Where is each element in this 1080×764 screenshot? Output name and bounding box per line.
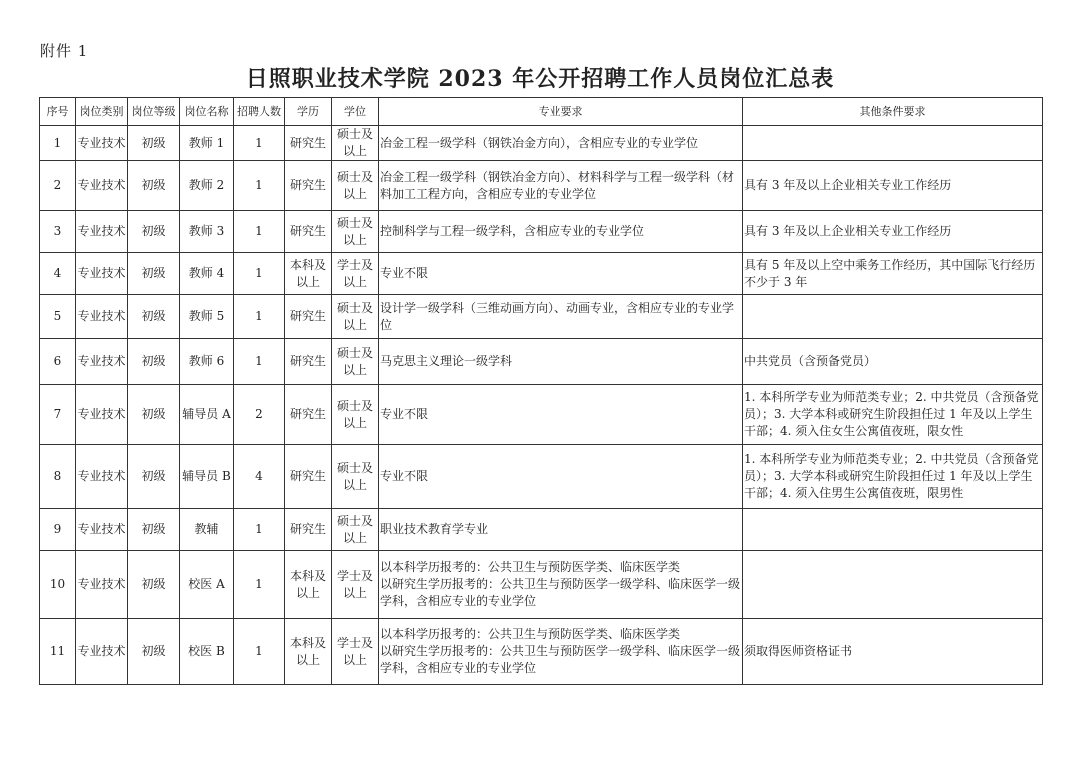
degree-requirement: 硕士及以上 (332, 385, 379, 445)
position-name: 教师 5 (180, 295, 234, 339)
hiring-count: 1 (234, 509, 285, 551)
column-header: 序号 (40, 98, 76, 126)
position-category: 专业技术 (76, 551, 128, 619)
major-requirement: 马克思主义理论一级学科 (379, 339, 743, 385)
major-requirement: 以本科学历报考的：公共卫生与预防医学类、临床医学类 以研究生学历报考的：公共卫生与预防医学一级学科、临床医学一级学科，含相应专业的专业学位 (379, 551, 743, 619)
position-level: 初级 (128, 445, 180, 509)
column-header: 岗位名称 (180, 98, 234, 126)
positions-table (39, 97, 1043, 685)
education-requirement: 研究生 (285, 385, 332, 445)
degree-requirement: 硕士及以上 (332, 445, 379, 509)
position-level: 初级 (128, 385, 180, 445)
hiring-count: 1 (234, 295, 285, 339)
degree-requirement: 硕士及以上 (332, 339, 379, 385)
education-requirement: 研究生 (285, 211, 332, 253)
other-requirements: 须取得医师资格证书 (743, 619, 1043, 685)
education-requirement: 研究生 (285, 161, 332, 211)
hiring-count: 1 (234, 126, 285, 161)
hiring-count: 1 (234, 619, 285, 685)
row-number: 3 (40, 211, 76, 253)
position-level: 初级 (128, 509, 180, 551)
major-requirement: 以本科学历报考的：公共卫生与预防医学类、临床医学类 以研究生学历报考的：公共卫生与预防医学一级学科、临床医学一级学科，含相应专业的专业学位 (379, 619, 743, 685)
degree-requirement: 硕士及以上 (332, 161, 379, 211)
position-category: 专业技术 (76, 385, 128, 445)
major-requirement: 控制科学与工程一级学科，含相应专业的专业学位 (379, 211, 743, 253)
column-header: 学位 (332, 98, 379, 126)
column-header: 岗位类别 (76, 98, 128, 126)
education-requirement: 本科及以上 (285, 551, 332, 619)
position-level: 初级 (128, 126, 180, 161)
other-requirements: 具有 5 年及以上空中乘务工作经历，其中国际飞行经历不少于 3 年 (743, 253, 1043, 295)
degree-requirement: 硕士及以上 (332, 211, 379, 253)
position-name: 教辅 (180, 509, 234, 551)
position-category: 专业技术 (76, 295, 128, 339)
other-requirements (743, 551, 1043, 619)
degree-requirement: 学士及以上 (332, 253, 379, 295)
position-name: 教师 1 (180, 126, 234, 161)
other-requirements: 具有 3 年及以上企业相关专业工作经历 (743, 211, 1043, 253)
hiring-count: 1 (234, 211, 285, 253)
position-level: 初级 (128, 161, 180, 211)
position-name: 辅导员 B (180, 445, 234, 509)
major-requirement: 冶金工程一级学科（钢铁冶金方向），含相应专业的专业学位 (379, 126, 743, 161)
row-number: 10 (40, 551, 76, 619)
hiring-count: 1 (234, 161, 285, 211)
major-requirement: 专业不限 (379, 385, 743, 445)
position-level: 初级 (128, 551, 180, 619)
major-requirement: 专业不限 (379, 253, 743, 295)
table-row (40, 253, 1043, 295)
table-row (40, 211, 1043, 253)
column-header: 专业要求 (379, 98, 743, 126)
position-name: 教师 4 (180, 253, 234, 295)
degree-requirement: 学士及以上 (332, 551, 379, 619)
position-name: 教师 3 (180, 211, 234, 253)
position-name: 教师 2 (180, 161, 234, 211)
other-requirements (743, 295, 1043, 339)
row-number: 11 (40, 619, 76, 685)
major-requirement: 专业不限 (379, 445, 743, 509)
column-header: 其他条件要求 (743, 98, 1043, 126)
table-row (40, 551, 1043, 619)
table-row (40, 385, 1043, 445)
position-level: 初级 (128, 295, 180, 339)
position-category: 专业技术 (76, 339, 128, 385)
column-header: 学历 (285, 98, 332, 126)
major-requirement: 冶金工程一级学科（钢铁冶金方向）、材料科学与工程一级学科（材料加工工程方向，含相应专业的专业学位 (379, 161, 743, 211)
other-requirements: 具有 3 年及以上企业相关专业工作经历 (743, 161, 1043, 211)
row-number: 1 (40, 126, 76, 161)
page-title: 日照职业技术学院 2023 年公开招聘工作人员岗位汇总表 (245, 66, 835, 92)
position-name: 校医 B (180, 619, 234, 685)
row-number: 9 (40, 509, 76, 551)
table-row (40, 445, 1043, 509)
education-requirement: 本科及以上 (285, 619, 332, 685)
table-row (40, 619, 1043, 685)
column-header: 招聘人数 (234, 98, 285, 126)
education-requirement: 研究生 (285, 509, 332, 551)
table-row (40, 161, 1043, 211)
position-category: 专业技术 (76, 619, 128, 685)
hiring-count: 1 (234, 551, 285, 619)
position-name: 辅导员 A (180, 385, 234, 445)
position-level: 初级 (128, 253, 180, 295)
hiring-count: 1 (234, 253, 285, 295)
major-requirement: 职业技术教育学专业 (379, 509, 743, 551)
education-requirement: 研究生 (285, 445, 332, 509)
position-category: 专业技术 (76, 161, 128, 211)
degree-requirement: 硕士及以上 (332, 295, 379, 339)
position-level: 初级 (128, 339, 180, 385)
position-name: 校医 A (180, 551, 234, 619)
position-level: 初级 (128, 619, 180, 685)
table-row (40, 339, 1043, 385)
education-requirement: 研究生 (285, 339, 332, 385)
degree-requirement: 硕士及以上 (332, 126, 379, 161)
row-number: 5 (40, 295, 76, 339)
row-number: 4 (40, 253, 76, 295)
education-requirement: 研究生 (285, 126, 332, 161)
degree-requirement: 学士及以上 (332, 619, 379, 685)
table-row (40, 126, 1043, 161)
column-header: 岗位等级 (128, 98, 180, 126)
position-category: 专业技术 (76, 253, 128, 295)
major-requirement: 设计学一级学科（三维动画方向）、动画专业，含相应专业的专业学位 (379, 295, 743, 339)
position-category: 专业技术 (76, 445, 128, 509)
position-name: 教师 6 (180, 339, 234, 385)
table-header-row (40, 98, 1043, 126)
hiring-count: 1 (234, 339, 285, 385)
row-number: 2 (40, 161, 76, 211)
position-category: 专业技术 (76, 211, 128, 253)
row-number: 8 (40, 445, 76, 509)
row-number: 7 (40, 385, 76, 445)
table-row (40, 295, 1043, 339)
other-requirements: 1. 本科所学专业为师范类专业；2. 中共党员（含预备党员）；3. 大学本科或研究生阶段担任过 1 年及以上学生干部；4. 须入住女生公寓值夜班，限女性 (743, 385, 1043, 445)
education-requirement: 本科及以上 (285, 253, 332, 295)
other-requirements (743, 509, 1043, 551)
degree-requirement: 硕士及以上 (332, 509, 379, 551)
position-category: 专业技术 (76, 126, 128, 161)
position-category: 专业技术 (76, 509, 128, 551)
other-requirements: 中共党员（含预备党员） (743, 339, 1043, 385)
position-level: 初级 (128, 211, 180, 253)
hiring-count: 4 (234, 445, 285, 509)
hiring-count: 2 (234, 385, 285, 445)
other-requirements: 1. 本科所学专业为师范类专业；2. 中共党员（含预备党员）；3. 大学本科或研究生阶段担任过 1 年及以上学生干部；4. 须入住男生公寓值夜班，限男性 (743, 445, 1043, 509)
other-requirements (743, 126, 1043, 161)
table-row (40, 509, 1043, 551)
row-number: 6 (40, 339, 76, 385)
education-requirement: 研究生 (285, 295, 332, 339)
attachment-label: 附件 1 (40, 42, 89, 60)
